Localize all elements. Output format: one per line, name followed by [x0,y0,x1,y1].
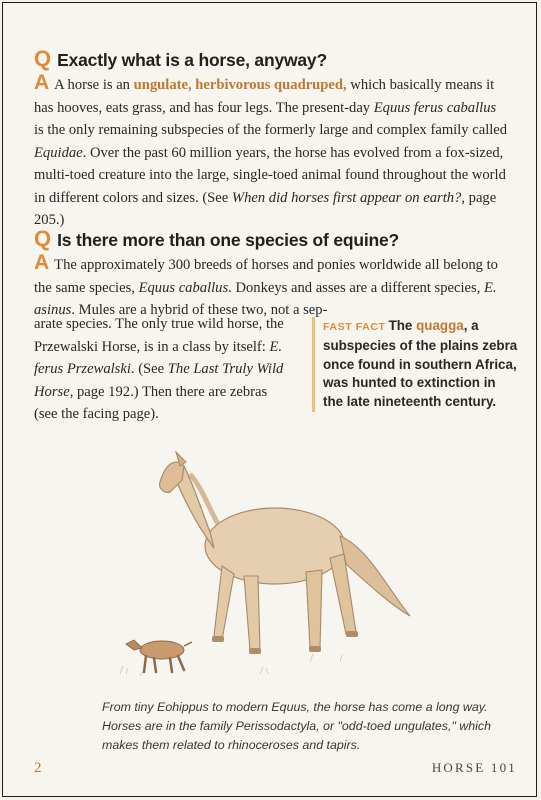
question-text: Exactly what is a horse, anyway? [57,50,327,70]
question-1 [34,46,508,72]
answer-text: . Mules are a hybrid of these two, not a sep- [71,302,328,318]
qa-section-equine-species [34,226,508,322]
answer-text: , page 205.) [34,189,497,228]
fast-fact-text: , a subspecies of the plains zebra once found in southern Africa, was hunted to extinction in the late nineteenth century. [323,318,518,410]
answer-text: . (See [130,361,168,377]
a-marker: A [34,71,50,94]
fast-fact-box [312,317,519,412]
a-marker: A [34,251,50,274]
modern-horse-figure [160,452,410,654]
answer-2-continued-area [34,313,518,443]
answer-2 [34,251,508,322]
fast-fact-label: FAST FACT [323,321,386,333]
answer-text: . Donkeys and asses are a different species, [228,279,484,296]
fast-fact-text: The [388,318,417,333]
answer-text: which basically means it has hooves, eats grass, and has four legs. The present-day [34,77,495,116]
highlight-term: quagga [416,318,464,333]
scientific-name: Equus ferus caballus [373,99,497,116]
cross-reference-title: The Last Truly Wild Horse [34,361,284,400]
scientific-name: Equidae [34,144,83,161]
q-marker: Q [34,46,52,71]
scientific-name: E. asinus [34,279,497,318]
answer-text: is the only remaining subspecies of the formerly large and complex family called [34,122,508,138]
answer-text: . Over the past 60 million years, the horse has evolved from a fox-sized, multi-toed creature into the large, single-toed animal found throughout the world in different colors and sizes. (See [34,144,506,206]
question-text: Is there more than one species of equine? [57,230,400,250]
highlight-term: ungulate, herbivorous quadruped, [133,77,347,93]
eohippus-figure [126,640,192,672]
question-2 [34,226,508,252]
answer-1 [34,71,508,232]
answer-2-continued [34,313,286,426]
q-marker: Q [34,226,52,251]
illustration-caption: From tiny Eohippus to modern Equus, the horse has come a long way. Horses are in the family Perissodactyla, or "odd-toed ungulates," which makes them related to rhinoceroses and tapirs. [102,700,491,752]
answer-text: arate species. The only true wild horse, the Przewalski Horse, is in a class by itself: [34,316,284,355]
qa-section-horse-definition [34,46,508,232]
scientific-name: E. ferus Przewalski [34,338,283,377]
page-number: 2 [34,760,42,776]
horse-evolution-illustration [110,436,440,686]
answer-text: , page 192.) Then there are zebras (see the facing page). [34,383,268,422]
running-head: HORSE 101 [431,760,517,775]
answer-text: A horse is an [54,77,134,93]
scientific-name: Equus caballus [138,279,229,296]
cross-reference-title: When did horses first appear on earth? [231,189,462,206]
answer-text: The approximately 300 breeds of horses and ponies worldwide all belong to the same species, [34,257,498,296]
